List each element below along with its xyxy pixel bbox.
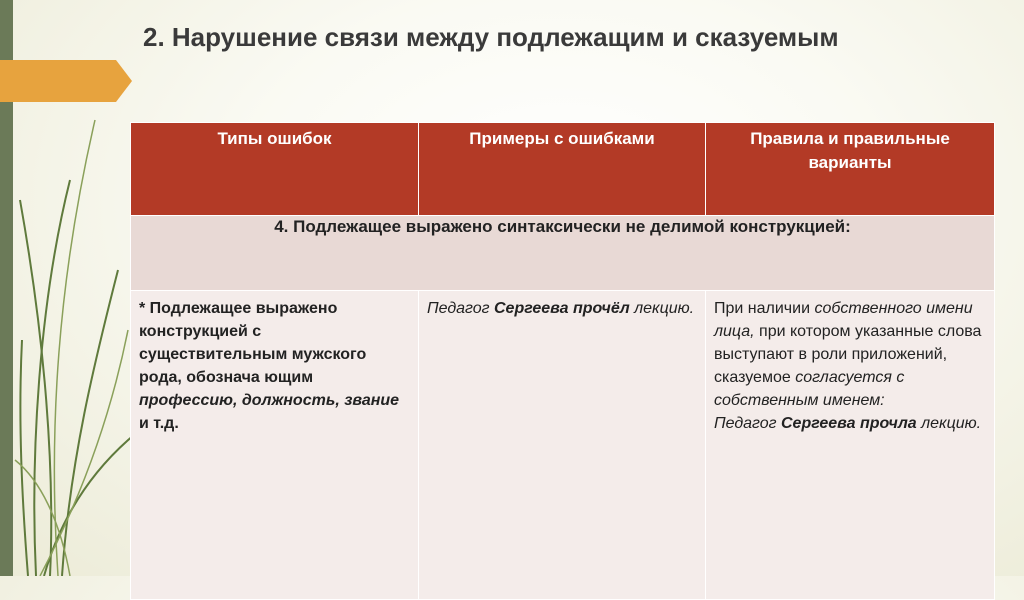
slide-title: 2. Нарушение связи между подлежащим и сказуемым [143,22,839,52]
error-type-tail: и т.д. [139,415,179,432]
accent-tab [0,60,132,102]
table-header-row [131,123,995,216]
example-text: Педагог [427,300,494,317]
section-heading: 4. Подлежащее выражено синтаксически не делимой конструкцией: [131,216,995,291]
correct-example-tail: лекцию. [916,415,982,432]
rule-emphasis-2: согласуется с собственным именем: [714,369,905,409]
example-tail: лекцию. [629,300,695,317]
correct-example-text: Педагог [714,415,781,432]
rule-text-2: при котором указанные слова выступают в роли приложений, сказуемое [714,323,982,386]
rule-emphasis-1: собственного имени лица, [714,300,973,340]
rule-text: При наличии [714,300,815,317]
error-type-cell [131,291,419,600]
table-row [131,291,995,600]
example-emphasis: Сергеева прочёл [494,300,630,317]
correct-example-emphasis: Сергеева прочла [781,415,917,432]
rules-table [130,122,995,600]
header-error-examples: Примеры с ошибками [419,123,706,216]
error-type-emphasis: профессию, должность, звание [139,392,400,409]
table-section-row [131,216,995,291]
error-example-cell [419,291,706,600]
error-type-text: * Подлежащее выражено конструкцией с существительным мужского рода, обознача ющим [139,300,367,386]
rule-cell [706,291,995,600]
header-error-types: Типы ошибок [131,123,419,216]
header-rules: Правила и правильные варианты [706,123,995,216]
